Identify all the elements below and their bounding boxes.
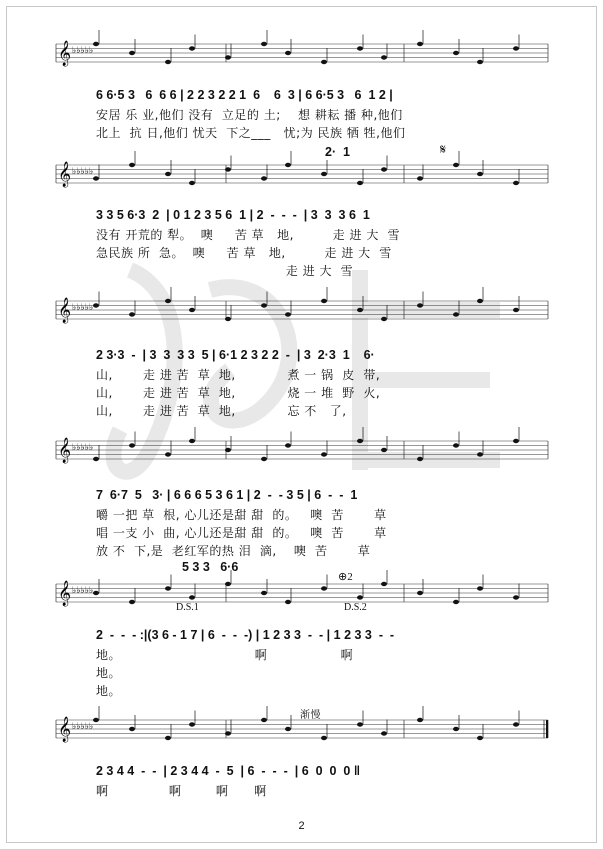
jianpu-line: 2 - - - :|(3 6 - 1 7 | 6 - - -) | 1 2 3 3 - - | 1 2 3 3 - - [96, 628, 395, 642]
segno-mark: 𝄋 [440, 143, 447, 158]
lyric-line: 急民族 所 急。 噢 苦 草 地, 走 进 大 雪 [96, 246, 392, 260]
lyric-line: 地。 [96, 666, 122, 680]
key-signature-flats: ♭♭♭♭♭ [72, 46, 94, 56]
jianpu-upper: 5 3 3 6·6 [182, 560, 239, 574]
lyric-line: 啊 啊 啊 啊 [96, 784, 267, 798]
lyric-line: 走 进 大 雪 [96, 264, 354, 278]
treble-clef-icon: 𝄞 [58, 162, 72, 187]
lyric-line: 嚼 一把 草 根, 心儿还是甜 甜 的。 噢 苦 草 [96, 508, 387, 522]
lyric-line: 放 不 下,是 老红军的热 泪 滴, 噢 苦 草 [96, 544, 371, 558]
page-number: 2 [298, 820, 305, 832]
lyric-line: 山, 走 进 苦 草 地, 忘 不 了, [96, 404, 347, 418]
jianpu-line: 2 3 4 4 - - | 2 3 4 4 - 5 | 6 - - - | 6 0 0 0 ‖ [96, 764, 361, 778]
treble-clef-icon: 𝄞 [58, 298, 72, 323]
ds2-mark: D.S.2 [344, 602, 367, 613]
lyric-line: 地。 啊 啊 [96, 648, 354, 662]
key-signature-flats: ♭♭♭♭♭ [72, 586, 94, 596]
key-signature-flats: ♭♭♭♭♭ [72, 167, 94, 177]
tempo-mark: 渐慢 [300, 710, 321, 721]
lyric-line: 安居 乐 业,他们 没有 立足的 土; 想 耕耘 播 种,他们 [96, 108, 403, 122]
coda-mark: ⊕2 [338, 571, 353, 583]
lyric-line: 没有 开荒的 犁。 噢 苦 草 地, 走 进 大 雪 [96, 228, 400, 242]
lyric-line: 北上 抗 日,他们 忧天 下之___ 忧;为 民族 牺 牲,他们 [96, 126, 406, 140]
treble-clef-icon: 𝄞 [58, 41, 72, 66]
lyric-line: 山, 走 进 苦 草 地, 烧 一 堆 野 火, [96, 386, 381, 400]
treble-clef-icon: 𝄞 [58, 581, 72, 606]
treble-clef-icon: 𝄞 [58, 438, 72, 463]
key-signature-flats: ♭♭♭♭♭ [72, 303, 94, 313]
jianpu-line: 2 3·3 - | 3 3 3 3 5 | 6·1 2 3 2 2 - | 3 2·3 1 6· [96, 348, 375, 362]
lyric-line: 地。 [96, 684, 122, 698]
lyric-line: 山, 走 进 苦 草 地, 煮 一 锅 皮 带, [96, 368, 381, 382]
key-signature-flats: ♭♭♭♭♭ [72, 722, 94, 732]
jianpu-line: 6 6·5 3 6 6 6 | 2 2 3 2 2 1 6 6 3 | 6 6·5 3 6 1 2 | [96, 88, 393, 102]
jianpu-line: 3 3 5 6·3 2 | 0 1 2 3 5 6 1 | 2 - - - | 3 3 3 6 1 [96, 208, 370, 222]
ds1-mark: D.S.1 [176, 602, 199, 613]
key-signature-flats: ♭♭♭♭♭ [72, 443, 94, 453]
jianpu-upper: 2· 1 [325, 145, 351, 159]
jianpu-line: 7 6·7 5 3· | 6 6 6 5 3 6 1 | 2 - - 3 5 | 6 - - 1 [96, 488, 358, 502]
lyric-line: 唱 一支 小 曲, 心儿还是甜 甜 的。 噢 苦 草 [96, 526, 387, 540]
treble-clef-icon: 𝄞 [58, 717, 72, 742]
